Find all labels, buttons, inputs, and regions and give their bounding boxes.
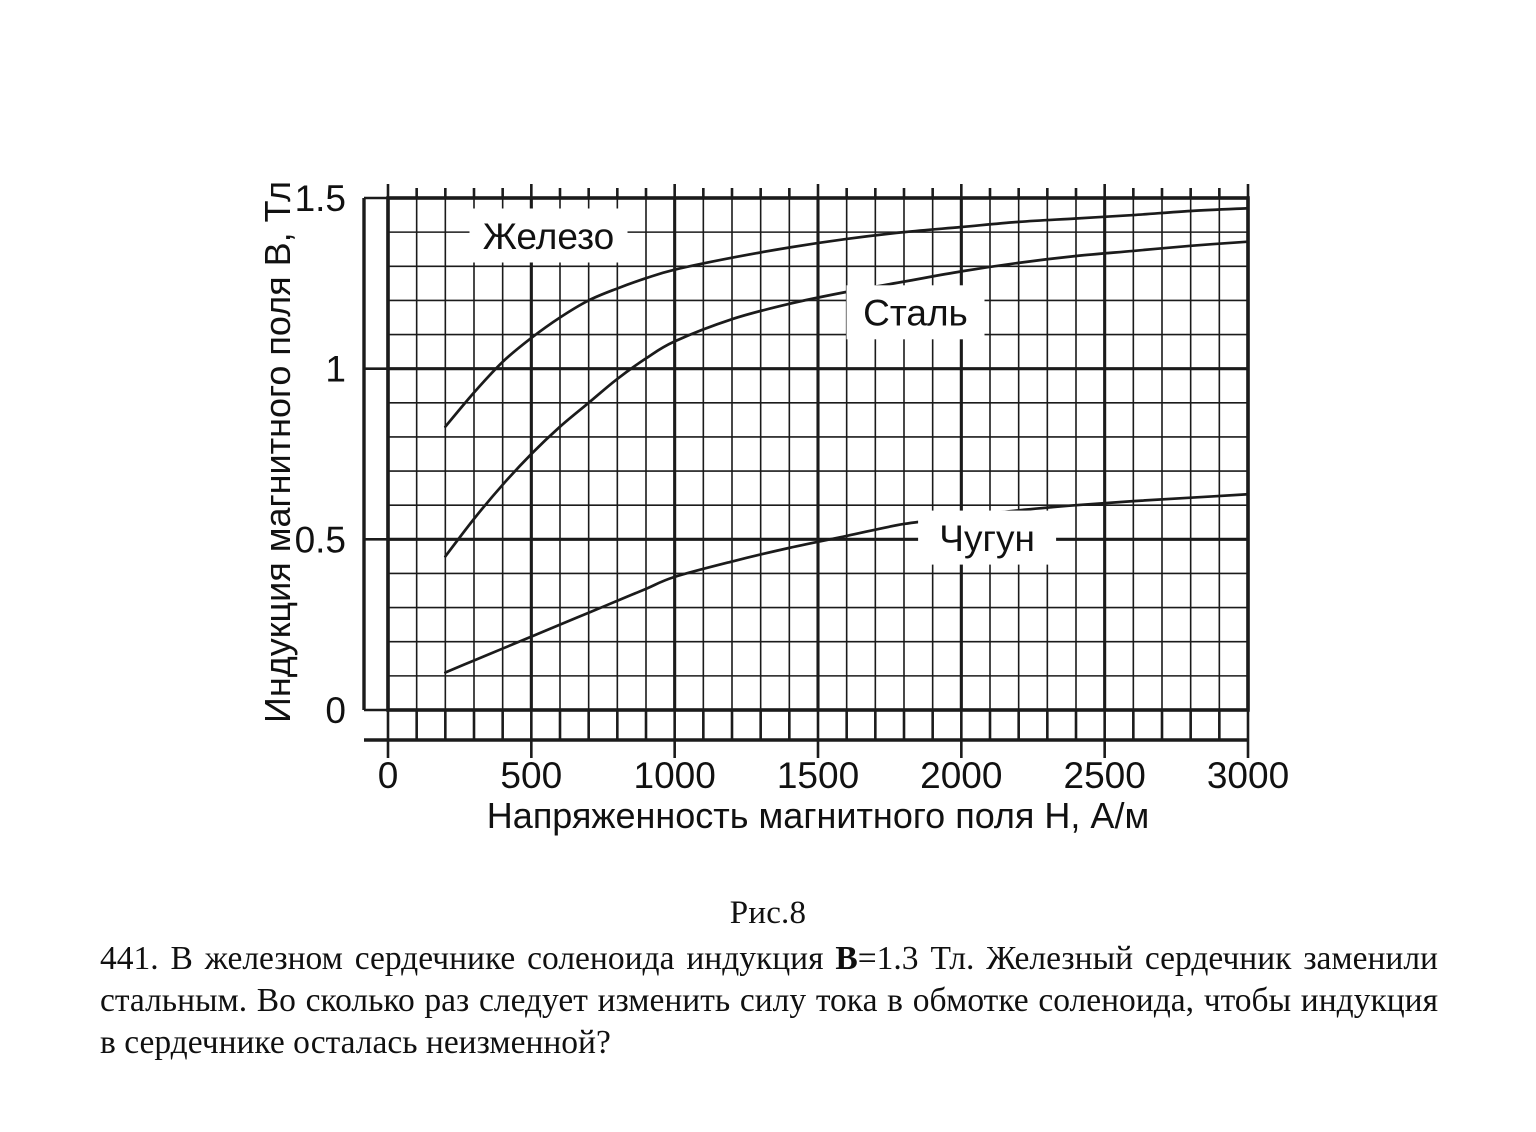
problem-statement	[100, 938, 1438, 1064]
axis-tick-marks	[388, 184, 1248, 198]
problem-text-after: =1.3 Тл. Железный сердечник заменили стальным. Во сколько раз следует изменить силу тока в обмотке соленоида, чтобы индукция в сердечнике осталась неизменной?	[100, 940, 1438, 1061]
problem-bold-symbol: B	[835, 940, 858, 977]
y-tick-label: 1.5	[294, 178, 346, 219]
x-tick-label: 2500	[1063, 755, 1146, 796]
x-tick-label: 3000	[1206, 755, 1290, 796]
problem-text-before: 441. В железном сердечнике соленоида индукция	[100, 940, 836, 977]
x-tick-label: 2000	[920, 755, 1003, 796]
x-tick-label: 1500	[776, 755, 860, 796]
axis-ruler-ticks	[364, 198, 1248, 758]
figure-caption: Рис.8	[729, 895, 807, 931]
series-label-text: Чугун	[939, 517, 1035, 559]
series-label-text: Железо	[482, 215, 615, 257]
y-tick-label: 1	[325, 348, 346, 390]
x-tick-label: 0	[377, 755, 399, 796]
axis-rulers	[364, 198, 1248, 740]
grid-major-lines	[388, 198, 1248, 710]
series-label-iron	[470, 209, 628, 263]
series-label-group	[470, 209, 1057, 565]
y-axis-title: Индукция магнитного поля B, Тл	[257, 180, 298, 724]
x-axis-tick-labels	[378, 755, 1289, 796]
series-label-cast-iron	[918, 511, 1056, 565]
x-tick-label: 500	[500, 755, 563, 796]
y-tick-label: 0	[325, 690, 346, 731]
series-label-steel	[847, 285, 985, 339]
y-axis-tick-labels	[295, 178, 346, 731]
x-axis-title: Напряженность магнитного поля H, А/м	[486, 795, 1150, 836]
series-label-text: Сталь	[863, 292, 968, 334]
y-tick-label: 0.5	[294, 519, 346, 561]
x-tick-label: 1000	[633, 755, 716, 796]
